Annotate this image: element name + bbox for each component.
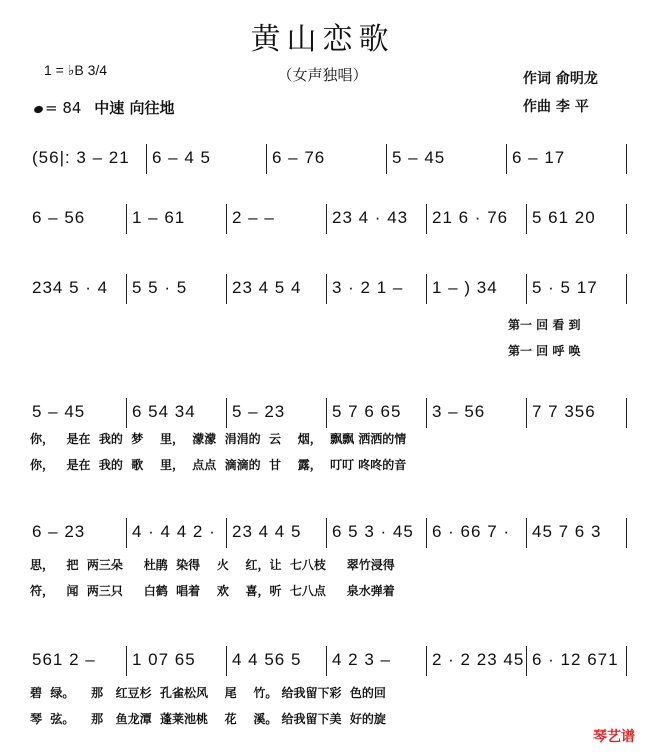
bar-line xyxy=(626,204,627,234)
measure: 234 5 · 4 xyxy=(32,278,109,297)
measure: 6 – 76 xyxy=(272,148,326,167)
measure: 4 · 4 4 2 · xyxy=(132,522,216,541)
bar-line xyxy=(526,646,527,676)
bar-line xyxy=(326,204,327,234)
bar-line xyxy=(326,398,327,428)
quarter-note-icon xyxy=(33,105,44,115)
bar-line xyxy=(126,274,127,304)
lyric-line5-verse1: 思， 把 两三朵 杜鹃 染得 火 红，让 七八枝 翠竹浸得 xyxy=(30,558,395,572)
measure: 5 – 23 xyxy=(232,402,286,421)
measure: 6 · 66 7 · xyxy=(432,522,511,541)
bar-line xyxy=(626,646,627,676)
bar-line xyxy=(626,398,627,428)
bar-line xyxy=(226,204,227,234)
lyric-line5-verse2: 符， 闻 两三只 白鹤 唱着 欢 喜，听 七八点 泉水弹着 xyxy=(30,584,395,598)
measure: (56|: 3 – 21 xyxy=(32,148,130,167)
bar-line xyxy=(126,204,127,234)
tempo-words: 中速 向往地 xyxy=(94,99,175,117)
bar-line xyxy=(526,398,527,428)
bar-line xyxy=(126,518,127,548)
measure: 1 – ) 34 xyxy=(432,278,498,297)
composer: 作曲 李 平 xyxy=(523,99,589,115)
measure: 1 07 65 xyxy=(132,650,196,669)
measure: 5 · 5 17 xyxy=(532,278,598,297)
bar-line xyxy=(626,518,627,548)
measure: 3 · 2 1 – xyxy=(332,278,404,297)
bar-line xyxy=(626,144,627,174)
song-title: 黄山恋歌 xyxy=(250,22,395,57)
measure: 6 5 3 · 45 xyxy=(332,522,414,541)
measure: 1 – 61 xyxy=(132,208,186,227)
measure: 23 4 4 5 xyxy=(232,522,302,541)
bar-line xyxy=(526,274,527,304)
bar-line xyxy=(226,518,227,548)
measure: 561 2 – xyxy=(32,650,96,669)
bar-line xyxy=(226,398,227,428)
bar-line xyxy=(226,646,227,676)
music-line3 xyxy=(0,270,645,316)
bar-line xyxy=(426,274,427,304)
bar-line xyxy=(126,646,127,676)
measure: 5 7 6 65 xyxy=(332,402,402,421)
tempo-marking xyxy=(34,97,174,118)
measure: 5 – 45 xyxy=(32,402,86,421)
measure: 6 · 12 671 xyxy=(532,650,619,669)
lyric-line4-verse2: 你， 是在 我的 歌 里， 点点 滴滴的 甘 露， 叮叮 咚咚的音 xyxy=(30,458,407,472)
measure: 6 – 23 xyxy=(32,522,86,541)
pickup-lyric-2: 第一 回 呼 唤 xyxy=(508,344,581,358)
lyric-line4-verse1: 你， 是在 我的 梦 里， 濛濛 涓涓的 云 烟， 飘飘 洒洒的情 xyxy=(30,432,407,446)
measure: 23 4 5 4 xyxy=(232,278,302,297)
bar-line xyxy=(426,646,427,676)
music-line5 xyxy=(0,514,645,560)
bar-line xyxy=(126,398,127,428)
bar-line xyxy=(326,274,327,304)
measure: 5 61 20 xyxy=(532,208,596,227)
bar-line xyxy=(326,646,327,676)
bar-line xyxy=(426,518,427,548)
measure: 6 – 56 xyxy=(32,208,86,227)
music-line1 xyxy=(0,140,645,186)
pickup-lyric-1: 第一 回 看 到 xyxy=(508,318,581,332)
bar-line xyxy=(426,398,427,428)
bar-line xyxy=(386,144,387,174)
music-line2 xyxy=(0,200,645,246)
bar-line xyxy=(326,518,327,548)
bar-line xyxy=(226,274,227,304)
site-watermark: 琴艺谱 xyxy=(593,729,635,745)
music-line6 xyxy=(0,642,645,688)
measure: 4 4 56 5 xyxy=(232,650,302,669)
measure: 23 4 · 43 xyxy=(332,208,409,227)
tempo-value: = 84 xyxy=(45,99,82,117)
measure: 2 · 2 23 45 xyxy=(432,650,525,669)
bar-line xyxy=(526,518,527,548)
measure: 5 5 · 5 xyxy=(132,278,188,297)
song-subtitle: （女声独唱） xyxy=(277,66,368,84)
bar-line xyxy=(146,144,147,174)
measure: 7 7 356 xyxy=(532,402,596,421)
lyric-line6-verse2: 琴 弦。 那 鱼龙潭 蓬莱池桃 花 溪。 给我留下美 好的旋 xyxy=(30,712,386,726)
measure: 5 – 45 xyxy=(392,148,446,167)
measure: 45 7 6 3 xyxy=(532,522,602,541)
bar-line xyxy=(426,204,427,234)
lyric-line6-verse1: 碧 绿。 那 红豆杉 孔雀松风 尾 竹。 给我留下彩 色的回 xyxy=(30,686,386,700)
measure: 4 2 3 – xyxy=(332,650,391,669)
bar-line xyxy=(626,274,627,304)
lyricist: 作词 俞明龙 xyxy=(523,71,598,87)
bar-line xyxy=(266,144,267,174)
bar-line xyxy=(526,204,527,234)
key-signature: 1 = ♭B 3/4 xyxy=(44,62,108,78)
measure: 6 – 17 xyxy=(512,148,566,167)
measure: 6 54 34 xyxy=(132,402,196,421)
bar-line xyxy=(506,144,507,174)
measure: 2 – – xyxy=(232,208,275,227)
measure: 21 6 · 76 xyxy=(432,208,509,227)
measure: 3 – 56 xyxy=(432,402,486,421)
measure: 6 – 4 5 xyxy=(152,148,211,167)
